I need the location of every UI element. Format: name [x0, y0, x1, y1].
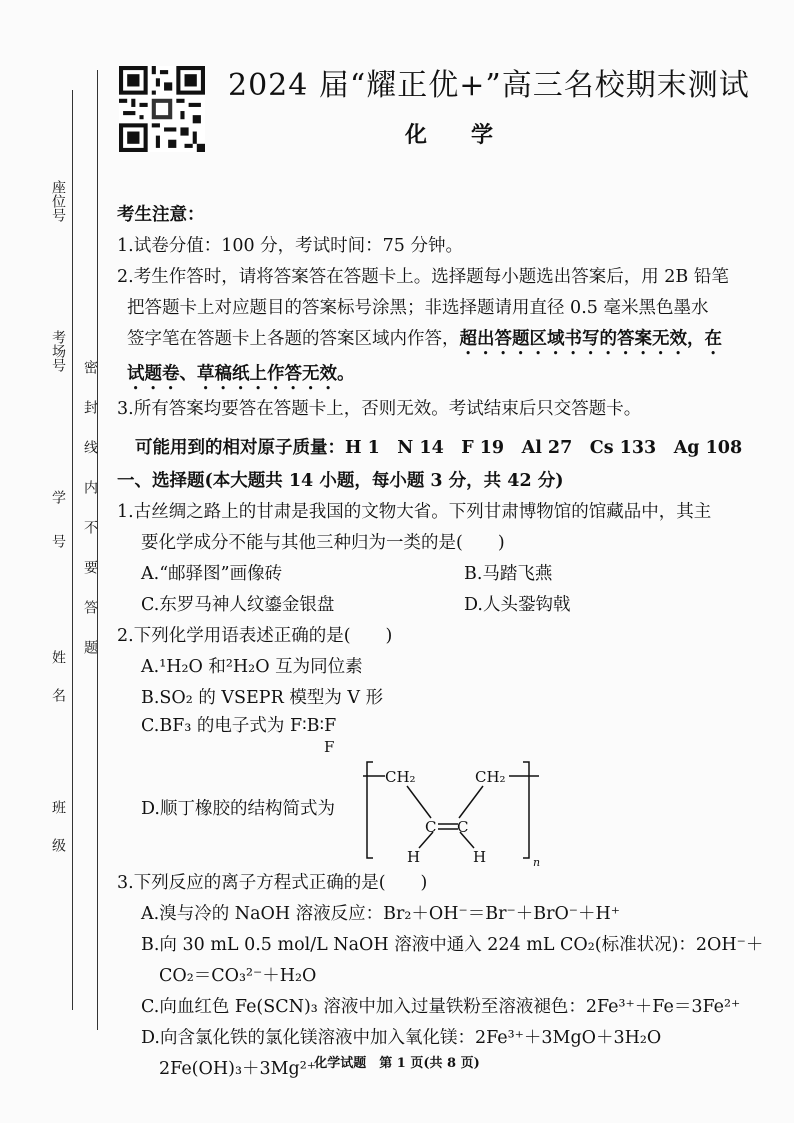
question-stem: 1.古丝绸之路上的甘肃是我国的文物大省。下列甘肃博物馆的馆藏品中，其主 — [117, 502, 712, 522]
option-row — [117, 559, 787, 590]
atomic-masses: 可能用到的相对原子质量：H 1 N 14 F 19 Al 27 Cs 133 Ag 108 — [135, 438, 743, 458]
cis-polybutadiene-structure — [363, 758, 563, 868]
option-a: A.溴与冷的 NaOH 溶液反应：Br₂＋OH⁻＝Br⁻＋BrO⁻＋H⁺ — [141, 904, 621, 924]
option-d: D.向含氯化铁的氯化镁溶液中加入氧化镁：2Fe³⁺＋3MgO＋3H₂O — [141, 1028, 662, 1048]
hydrogen-right: H — [473, 848, 487, 866]
question-stem: 2.下列化学用语表述正确的是( ) — [117, 626, 393, 646]
page-footer: 化学试题 第 1 页(共 8 页) — [314, 1056, 480, 1071]
notice-item: 1.试卷分值：100 分，考试时间：75 分钟。 — [117, 236, 463, 256]
exam-body — [117, 200, 787, 1085]
notice-item: 把答题卡上对应题目的答案标号涂黑；非选择题请用直径 0.5 毫米黑色墨水 — [127, 298, 709, 318]
name-label: 姓名 — [50, 650, 66, 726]
option-c: C.东罗马神人纹鎏金银盘 — [141, 595, 335, 615]
option-d-cont: 2Fe(OH)₃＋3Mg²⁺ — [159, 1059, 316, 1079]
option-d: D.人头銎钩戟 — [464, 595, 571, 615]
notice-emphasis: 超出答题区域书写的答案无效，在 — [459, 329, 722, 349]
notice-item: 3.所有答案均要答在答题卡上，否则无效。考试结束后只交答题卡。 — [117, 399, 642, 419]
electron-dot-f: F — [324, 738, 335, 756]
option-c: C.BF₃ 的电子式为 F∶B∶F — [141, 716, 337, 736]
notice-item — [117, 359, 787, 394]
notice-text: 签字笔在答题卡上各题的答案区域内作答， — [127, 329, 460, 349]
option-a: A.¹H₂O 和²H₂O 互为同位素 — [141, 657, 363, 677]
seat-label: 座位号 — [50, 180, 66, 222]
option-c: C.向血红色 Fe(SCN)₃ 溶液中加入过量铁粉至溶液褪色：2Fe³⁺＋Fe＝3Fe²⁺ — [141, 997, 741, 1017]
carbon-left: C — [425, 818, 437, 836]
id-label: 学号 — [50, 490, 66, 578]
repeat-n: n — [533, 856, 541, 868]
section-heading: 一、选择题(本大题共 14 小题，每小题 3 分，共 42 分) — [117, 471, 564, 491]
carbon-right: C — [457, 818, 469, 836]
option-a: A.“邮驿图”画像砖 — [141, 564, 283, 584]
ch2-left: CH₂ — [385, 768, 416, 786]
subject-title: 化学 — [405, 122, 538, 148]
class-label: 班级 — [50, 800, 66, 876]
option-d — [117, 756, 787, 868]
option-b: B.向 30 mL 0.5 mol/L NaOH 溶液中通入 224 mL CO₂(标准状况)：2OH⁻＋ — [141, 935, 764, 955]
option-b: B.SO₂ 的 VSEPR 模型为 V 形 — [141, 688, 384, 708]
option-b-cont: CO₂＝CO₃²⁻＋H₂O — [159, 966, 317, 986]
question-stem: 3.下列反应的离子方程式正确的是( ) — [117, 873, 428, 893]
question-stem: 要化学成分不能与其他三种归为一类的是( ) — [141, 533, 505, 553]
option-row — [117, 590, 787, 621]
page-title: 2024 届“耀正优+”高三名校期末测试 — [228, 68, 750, 103]
option-d-label: D.顺丁橡胶的结构简式为 — [141, 799, 335, 819]
room-label: 考场号 — [50, 330, 66, 372]
qr-code-icon — [119, 66, 205, 152]
hydrogen-left: H — [407, 848, 421, 866]
notice-heading: 考生注意： — [117, 205, 205, 225]
option-b: B.马踏飞燕 — [464, 564, 553, 584]
notice-item — [117, 324, 787, 359]
ch2-right: CH₂ — [475, 768, 506, 786]
notice-item: 2.考生作答时，请将答案答在答题卡上。选择题每小题选出答案后，用 2B 铅笔 — [117, 267, 729, 287]
binding-line-outer — [72, 90, 73, 1010]
seal-text: 密封线内不要答题 — [82, 360, 98, 680]
notice-emphasis: 试题卷、草稿纸上作答无效。 — [127, 364, 355, 384]
